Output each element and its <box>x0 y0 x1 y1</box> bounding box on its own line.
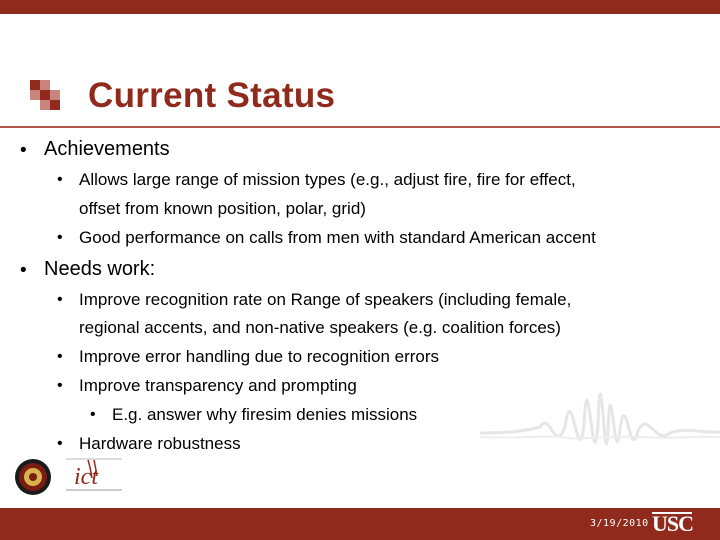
bullet-marker: • <box>57 229 63 246</box>
list-item: Improve error handling due to recognition errors <box>79 347 440 366</box>
list-item: Good performance on calls from men with standard American accent <box>79 228 596 247</box>
usc-logo: USC <box>652 511 694 536</box>
bullet-marker: • <box>57 435 63 452</box>
waveform-watermark <box>480 315 720 490</box>
slide-title: Current Status <box>88 76 336 115</box>
list-item: Allows large range of mission types (e.g., adjust fire, fire for effect, <box>79 170 576 189</box>
army-seal-logo <box>14 458 52 496</box>
bullet-marker: • <box>57 171 63 188</box>
bullet-marker: • <box>57 291 63 308</box>
slide-date: 3/19/2010 <box>590 518 649 529</box>
bullet-marker: • <box>20 140 27 161</box>
top-banner <box>0 0 720 14</box>
list-item-continuation: regional accents, and non-native speakers (e.g. coalition forces) <box>79 318 561 337</box>
list-subitem: E.g. answer why firesim denies missions <box>112 405 418 424</box>
title-divider <box>0 126 720 128</box>
list-item: Improve recognition rate on Range of speakers (including female, <box>79 290 572 309</box>
ict-logo-text: ict <box>74 464 98 490</box>
bullet-marker: • <box>20 260 27 281</box>
title-squares-icon <box>30 80 66 110</box>
bullet-marker: • <box>57 348 63 365</box>
needs-work-heading: Needs work: <box>44 258 156 280</box>
bullet-marker: • <box>90 406 96 423</box>
list-item-continuation: offset from known position, polar, grid) <box>79 199 366 218</box>
ict-logo <box>64 456 124 496</box>
list-item: Hardware robustness <box>79 434 241 453</box>
achievements-heading: Achievements <box>44 138 170 160</box>
bullet-marker: • <box>57 377 63 394</box>
list-item: Improve transparency and prompting <box>79 376 357 395</box>
